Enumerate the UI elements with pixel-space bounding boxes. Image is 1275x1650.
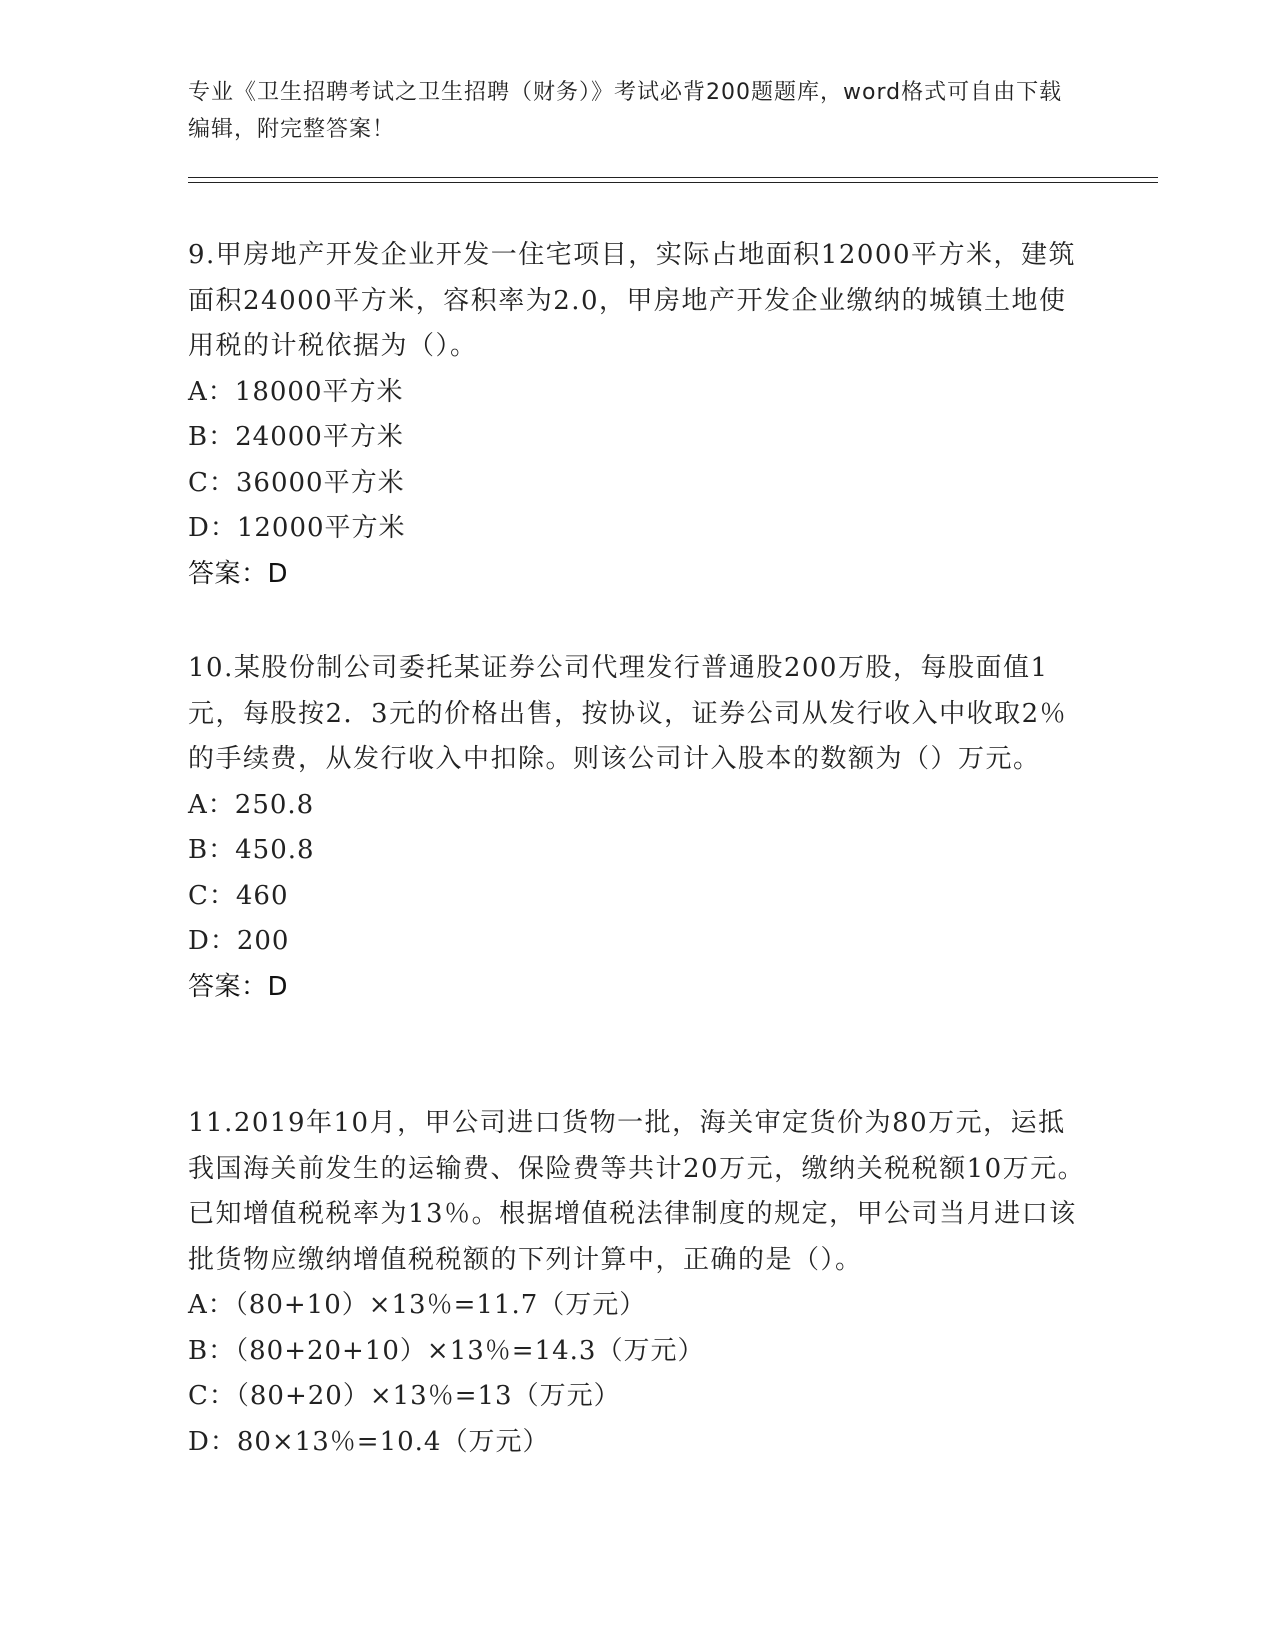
question-text: 10.某股份制公司委托某证券公司代理发行普通股200万股，每股面值1元，每股按2．3元的价格出售，按协议，证券公司从发行收入中收取2％的手续费，从发行收入中扣除。则该公司计入股本的数额为（）万元。 bbox=[188, 653, 1068, 774]
option-d: D：12000平方米 bbox=[188, 513, 406, 543]
option-a: A：250.8 bbox=[188, 789, 315, 820]
option-d: D：80×13％=10.4（万元） bbox=[188, 1426, 550, 1457]
question-9 bbox=[188, 233, 1088, 597]
option-list bbox=[188, 783, 1088, 965]
question-text: 11.2019年10月，甲公司进口货物一批，海关审定货价为80万元，运抵我国海关前发生的运输费、保险费等共计20万元，缴纳关税税额10万元。已知增值税税率为13％。根据增值税法律制度的规定，甲公司当月进口该批货物应缴纳增值税税额的下列计算中，正确的是（）。 bbox=[188, 1108, 1086, 1275]
header-divider-top bbox=[188, 177, 1158, 178]
option-c: C：（80+20）×13％=13（万元） bbox=[188, 1381, 621, 1411]
option-c: C：460 bbox=[188, 880, 289, 911]
document-header: 专业《卫生招聘考试之卫生招聘（财务）》考试必背200题题库，word格式可自由下载编辑，附完整答案！ bbox=[188, 80, 1063, 142]
header-divider-bottom bbox=[188, 182, 1158, 183]
answer: 答案：D bbox=[188, 971, 289, 1002]
option-b: B：（80+20+10）×13％=14.3（万元） bbox=[188, 1335, 705, 1366]
option-b: B：24000平方米 bbox=[188, 422, 404, 452]
question-text: 9.甲房地产开发企业开发一住宅项目，实际占地面积12000平方米，建筑面积24000平方米，容积率为2.0，甲房地产开发企业缴纳的城镇土地使用税的计税依据为（）。 bbox=[188, 240, 1077, 361]
option-b: B：450.8 bbox=[188, 835, 315, 865]
question-11 bbox=[188, 1101, 1088, 1465]
option-a: A：18000平方米 bbox=[188, 376, 404, 407]
question-10 bbox=[188, 646, 1088, 1010]
option-c: C：36000平方米 bbox=[188, 467, 405, 498]
option-list bbox=[188, 1283, 1088, 1465]
answer: 答案：D bbox=[188, 558, 289, 589]
option-list bbox=[188, 370, 1088, 552]
option-d: D：200 bbox=[188, 926, 290, 956]
option-a: A：（80+10）×13％=11.7（万元） bbox=[188, 1290, 647, 1320]
